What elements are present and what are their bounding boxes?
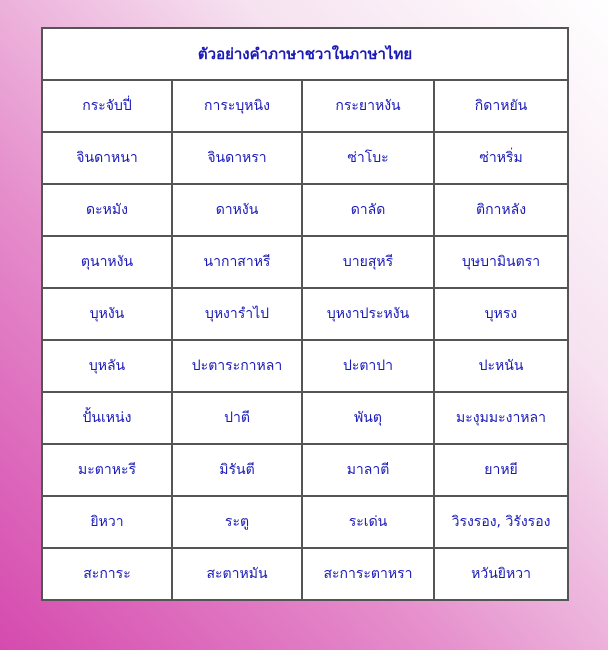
table-cell: ปะหนัน bbox=[434, 340, 568, 392]
table-cell: บุหงัน bbox=[42, 288, 172, 340]
table-row bbox=[42, 184, 568, 236]
table-cell: บายสุหรี bbox=[302, 236, 434, 288]
table-cell: พันตุ bbox=[302, 392, 434, 444]
table-cell: ดาหงัน bbox=[172, 184, 302, 236]
table-cell: จินดาหนา bbox=[42, 132, 172, 184]
table-cell: มาลาตี bbox=[302, 444, 434, 496]
table-cell: บุหรง bbox=[434, 288, 568, 340]
table-cell: ปาตี bbox=[172, 392, 302, 444]
table-header-row bbox=[42, 28, 568, 80]
table-cell: กระจับปี่ bbox=[42, 80, 172, 132]
table-cell: ซ่าโบะ bbox=[302, 132, 434, 184]
table-cell: สะตาหมัน bbox=[172, 548, 302, 600]
table-cell: สะการะตาหรา bbox=[302, 548, 434, 600]
table-cell: ติกาหลัง bbox=[434, 184, 568, 236]
table-cell: ตุนาหงัน bbox=[42, 236, 172, 288]
table-cell: ยาหยี bbox=[434, 444, 568, 496]
table-row bbox=[42, 132, 568, 184]
table-cell: นากาสาหรี bbox=[172, 236, 302, 288]
table-cell: ระเด่น bbox=[302, 496, 434, 548]
table-cell: กระยาหงัน bbox=[302, 80, 434, 132]
javanese-words-table bbox=[41, 27, 569, 601]
table-cell: บุหงารำไป bbox=[172, 288, 302, 340]
table-cell: วิรงรอง, วิรังรอง bbox=[434, 496, 568, 548]
table-row bbox=[42, 444, 568, 496]
table-cell: ซ่าหริ่ม bbox=[434, 132, 568, 184]
table-cell: ดาลัด bbox=[302, 184, 434, 236]
table-row bbox=[42, 80, 568, 132]
table-cell: การะบุหนิง bbox=[172, 80, 302, 132]
table-cell: ดะหมัง bbox=[42, 184, 172, 236]
table-cell: ปะตาระกาหลา bbox=[172, 340, 302, 392]
table-cell: กิดาหยัน bbox=[434, 80, 568, 132]
table-row bbox=[42, 340, 568, 392]
table-cell: ยิหวา bbox=[42, 496, 172, 548]
table-row bbox=[42, 236, 568, 288]
javanese-words-table-container bbox=[41, 27, 567, 601]
table-row bbox=[42, 496, 568, 548]
table-cell: บุษบามินตรา bbox=[434, 236, 568, 288]
table-cell: หวันยิหวา bbox=[434, 548, 568, 600]
table-cell: ปะตาปา bbox=[302, 340, 434, 392]
table-row bbox=[42, 548, 568, 600]
table-cell: ปั้นเหน่ง bbox=[42, 392, 172, 444]
table-title: ตัวอย่างคำภาษาชวาในภาษาไทย bbox=[42, 28, 568, 80]
table-cell: จินดาหรา bbox=[172, 132, 302, 184]
table-cell: มะงุมมะงาหลา bbox=[434, 392, 568, 444]
table-cell: บุหลัน bbox=[42, 340, 172, 392]
table-cell: บุหงาประหงัน bbox=[302, 288, 434, 340]
table-row bbox=[42, 288, 568, 340]
table-cell: มะตาหะรี bbox=[42, 444, 172, 496]
table-cell: สะการะ bbox=[42, 548, 172, 600]
table-row bbox=[42, 392, 568, 444]
table-cell: มิรันตี bbox=[172, 444, 302, 496]
table-cell: ระตู bbox=[172, 496, 302, 548]
